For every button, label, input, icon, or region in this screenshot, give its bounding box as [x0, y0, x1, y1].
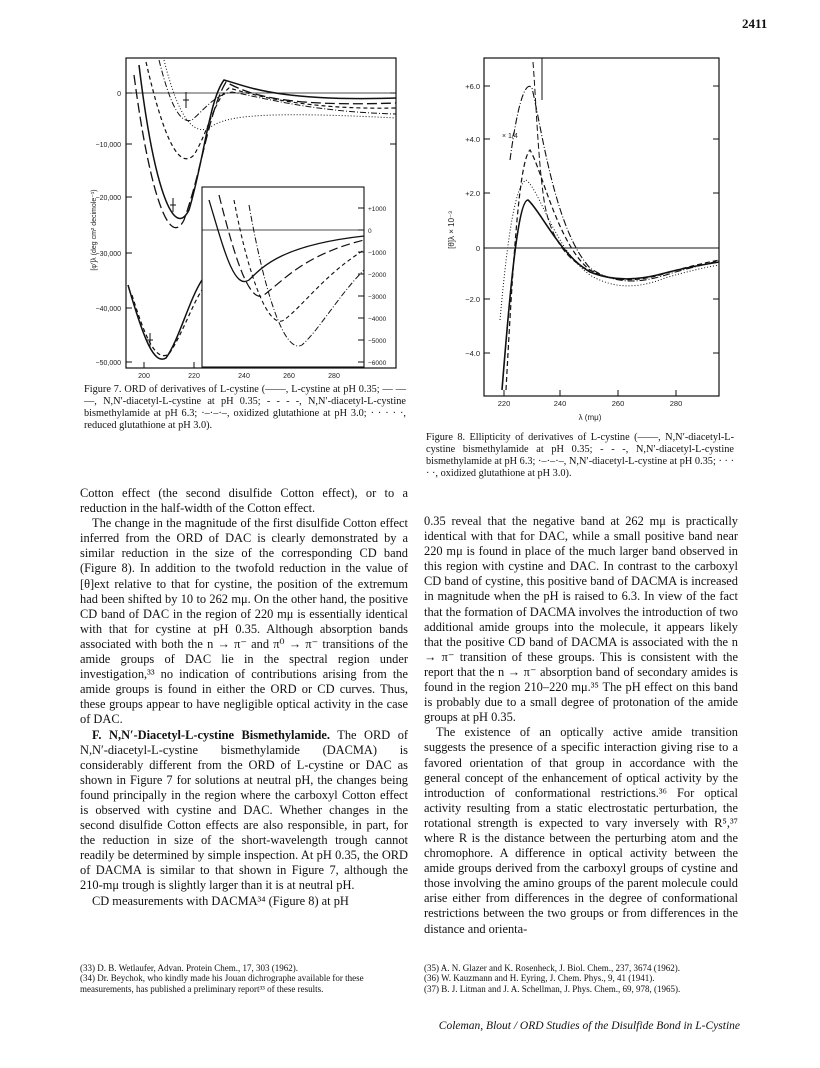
left-paragraph-1: Cotton effect (the second disulfide Cotton effect), or to a reduction in the half-width of the Cotton effect. — [80, 486, 408, 516]
reference-35: (35) A. N. Glazer and K. Rosenheck, J. Biol. Chem., 237, 3674 (1962). — [424, 963, 680, 973]
fig7-xtick-1: 220 — [188, 373, 200, 380]
figure-8 — [440, 40, 740, 422]
fig8-ytick-0: +6.0 — [465, 82, 480, 91]
fig7-inset-ytick-0: +1000 — [368, 206, 387, 213]
right-column — [424, 514, 738, 937]
fig8-xtick-1: 240 — [553, 399, 567, 408]
fig8-xlabel: λ (mμ) — [578, 413, 602, 422]
fig8-ytick-5: −4.0 — [465, 349, 480, 358]
fig7-xtick-3: 260 — [283, 373, 295, 380]
references-left — [80, 963, 408, 994]
reference-33: (33) D. B. Wetlaufer, Advan. Protein Chem., 17, 303 (1962). — [80, 963, 298, 973]
fig7-xtick-4: 280 — [328, 373, 340, 380]
fig7-ytick-3: −30,000 — [95, 251, 121, 258]
references-right — [424, 963, 738, 994]
fig8-annotation: × 1/4 — [502, 133, 518, 140]
fig8-ytick-4: −2.0 — [465, 295, 480, 304]
reference-34: (34) Dr. Beychok, who kindly made his Jouan dichrographe available for these measurements, has published a preliminary report³³ of these results. — [80, 973, 364, 994]
fig7-inset-ytick-6: −5000 — [368, 338, 387, 345]
figure-7-caption — [84, 384, 406, 432]
fig7-ylabel: [φ']λ (deg cm² decimole⁻¹) — [91, 189, 98, 271]
fig8-xtick-0: 220 — [497, 399, 511, 408]
fig7-ytick-4: −40,000 — [95, 306, 121, 313]
fig7-ytick-0: 0 — [117, 91, 121, 98]
fig7-inset-ytick-2: −1000 — [368, 250, 387, 257]
fig8-ytick-2: +2.0 — [465, 189, 480, 198]
fig8-ytick-1: +4.0 — [465, 135, 480, 144]
figure-7-plot — [84, 40, 414, 385]
fig7-ytick-2: −20,000 — [95, 195, 121, 202]
fig8-ylabel: [θ]λ × 10⁻³ — [447, 211, 456, 249]
fig7-inset-ytick-5: −4000 — [368, 316, 387, 323]
left-paragraph-3 — [80, 728, 408, 894]
fig7-ytick-1: −10,000 — [95, 142, 121, 149]
left-column — [80, 486, 408, 909]
fig7-inset-ytick-4: −3000 — [368, 294, 387, 301]
fig8-xtick-3: 280 — [669, 399, 683, 408]
left-paragraph-4: CD measurements with DACMA³⁴ (Figure 8) at pH — [92, 893, 349, 908]
fig8-ytick-3: 0 — [475, 244, 480, 253]
section-heading-f: F. N,N′-Diacetyl-L-cystine Bismethylamide. — [92, 727, 330, 742]
left-paragraph-2: The change in the magnitude of the first disulfide Cotton effect inferred from the ORD of DAC is clearly demonstrated by a similar reduction in the size of the corresponding CD band (Figure 8). In addition to the twofold reduction in the value of [θ]ext relative to that for cystine, the position of the extremum had been shifted by 10 to 262 mμ. On the other hand, the positive CD band of DAC in the region of 220 mμ is essentially identical with that for cystine at pH 0.35. Although absorption bands associated with both the n → π⁻ and π⁰ → π⁻ transitions of the amide groups of DAC lie in the spectral region under investigation,³³ no indication of contributions arising from the amide groups is found in either the ORD or CD curves. Thus, these groups appear to have negligible optical activity in the case of DAC. — [80, 516, 408, 727]
reference-36: (36) W. Kauzmann and H. Eyring, J. Chem. Phys., 9, 41 (1941). — [424, 973, 655, 984]
running-footer: Coleman, Blout / ORD Studies of the Disulfide Bond in L-Cystine — [438, 1020, 740, 1032]
figure-8-caption-text: Figure 8. Ellipticity of derivatives of L-cystine (——, N,N′-diacetyl-L-cystine bismethylamide at pH 0.35; - - -, N,N′-diacetyl-L-cystine bismethylamide at pH 6.3; ·–·–·–, N,N′-diacetyl-L-cystine at pH 0.35; · · · · ·, oxidized glutathione at pH 3.0). — [426, 432, 734, 479]
fig7-xtick-0: 200 — [138, 373, 150, 380]
right-paragraph-2: The existence of an optically active amide transition suggests the presence of a specific interaction giving rise to a favored orientation of that group in accordance with the general concept of the enhancement of optical activity by the introduction of conformational restrictions.³⁶ For optical activity resulting from a static electrostatic perturbation, the rotational strength is expected to vary inversely with R⁵,³⁷ where R is the distance between the perturbing atom and the chromophore. A difference in optical activity between the amide groups derived from the carboxyl groups of cystine and those involving the amino groups of the parent molecule could arise either from differences in the degree of conformational restrictions between the two groups or from differences in the distance and orienta- — [424, 725, 738, 936]
fig7-xtick-2: 240 — [238, 373, 250, 380]
figure-8-caption — [426, 432, 734, 480]
fig7-inset-ytick-3: −2000 — [368, 272, 387, 279]
reference-37: (37) B. J. Litman and J. A. Schellman, J. Phys. Chem., 69, 978, (1965). — [424, 983, 681, 994]
page-number: 2411 — [742, 16, 768, 31]
fig7-inset-ytick-7: −6000 — [368, 360, 387, 367]
left-paragraph-3-text: The ORD of N,N′-diacetyl-L-cystine bismethylamide (DACMA) is considerably different from the ORD of L-cystine or DAC as shown in Figure 7 for solutions at neutral pH, the changes being found principally in the region where the carboxyl Cotton effect is observed with cystine and DAC. Whether changes in the second disulfide Cotton effects are also responsible, in part, for the reduction in size of the short-wavelength trough cannot readily be determined by simple inspection. At pH 0.35, the ORD of DACMA is similar to that shown in Figure 7, although the 210-mμ trough is slightly larger than it is at neutral pH. — [80, 727, 409, 893]
right-paragraph-1: 0.35 reveal that the negative band at 262 mμ is practically identical with that for DAC, while a small positive band near 220 mμ is found in place of the much larger band observed in this region with cystine and DAC. In contrast to the carboxyl CD band of cystine, this positive band of DACMA is increased in magnitude when the pH is raised to 6.3. In view of the fact that the formation of DACMA involves the introduction of two additional amide groups into the molecule, it appears likely that the positive CD band of DACMA is associated with the n → π⁻ transition of these groups. This is consistent with the report that the n → π⁻ absorption band of secondary amides is found in the region 210–220 mμ.³⁵ The pH effect on this band is probably due to a small degree of protonation of the amide groups at pH 0.35. — [424, 514, 738, 725]
fig7-ytick-5: −50,000 — [95, 360, 121, 367]
fig8-xtick-2: 260 — [611, 399, 625, 408]
figure-7-caption-text: Figure 7. ORD of derivatives of L-cystine (——, L-cystine at pH 0.35; — — —, N,N′-diacetyl-L-cystine at pH 0.35; - - - -, N,N′-diacetyl-L-cystine bismethylamide at pH 6.3; ·–·–·–, oxidized glutathione at pH 3.0; · · · · ·, reduced glutathione at pH 3.0). — [84, 384, 406, 431]
fig7-inset-ytick-1: 0 — [368, 228, 372, 235]
